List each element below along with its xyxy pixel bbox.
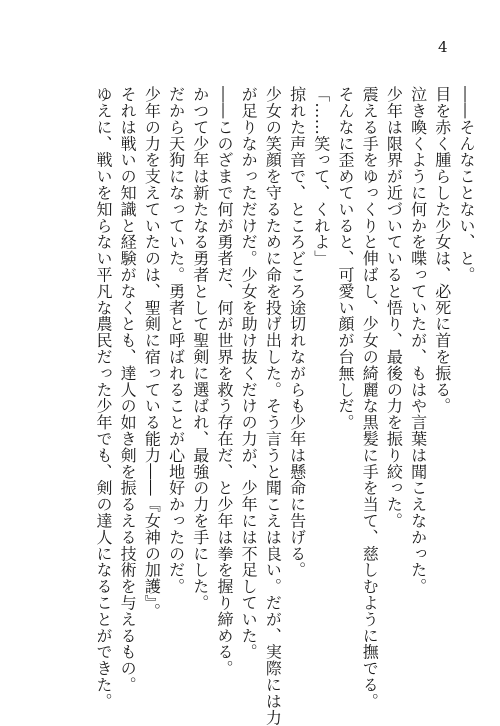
text-line: ――そんなことない、と。 bbox=[457, 86, 476, 283]
text-line: が足りなかっただけだ。少女を助け抜くだけの力が、少年には不足していた。 bbox=[239, 86, 259, 660]
text-line: 目を赤く腫らした少女は、必死に首を振る。 bbox=[432, 86, 452, 414]
text-line: 「……笑って、くれよ」 bbox=[311, 86, 331, 267]
text-line: 少女の笑顔を守るために命を投げ出した。そう言うと聞こえは良い。だが、実際には力 bbox=[263, 86, 283, 726]
text-line: だから天狗になっていた。勇者と呼ばれることが心地好かったのだ。 bbox=[166, 86, 186, 595]
text-line: 少年は限界が近づいていると悟り、最後の力を振り絞った。 bbox=[384, 86, 404, 529]
text-line: 少年の力を支えていたのは、聖剣に宿っている能力――『女神の加護』。 bbox=[142, 86, 162, 620]
text-line: ゆえに、戦いを知らない平凡な農民だった少年でも、剣の達人になることができた。 bbox=[93, 86, 113, 710]
text-line: そんなに歪めていると、可愛い顔が台無しだ。 bbox=[335, 86, 355, 431]
page-number: 4 bbox=[438, 38, 448, 56]
text-line: 震える手をゆっくりと伸ばし、少女の綺麗な黒髪に手を当て、慈しむように撫でる。 bbox=[360, 86, 380, 710]
text-line: 掠れた声音で、ところどころ途切れながらも少年は懸命に告げる。 bbox=[287, 86, 307, 578]
text-line: ――このざまで何が勇者だ、何が世界を救う存在だ、と少年は拳を握り締める。 bbox=[214, 86, 234, 677]
text-line: かつて少年は新たなる勇者として聖剣に選ばれ、最強の力を手にした。 bbox=[190, 86, 210, 611]
text-line: 泣き喚くように何かを喋っていたが、もはや言葉は聞こえなかった。 bbox=[408, 86, 428, 595]
body-text bbox=[28, 86, 478, 726]
text-line: それは戦いの知識と経験がなくとも、達人の如き剣を振るえる技術を与えるもの。 bbox=[118, 86, 138, 693]
